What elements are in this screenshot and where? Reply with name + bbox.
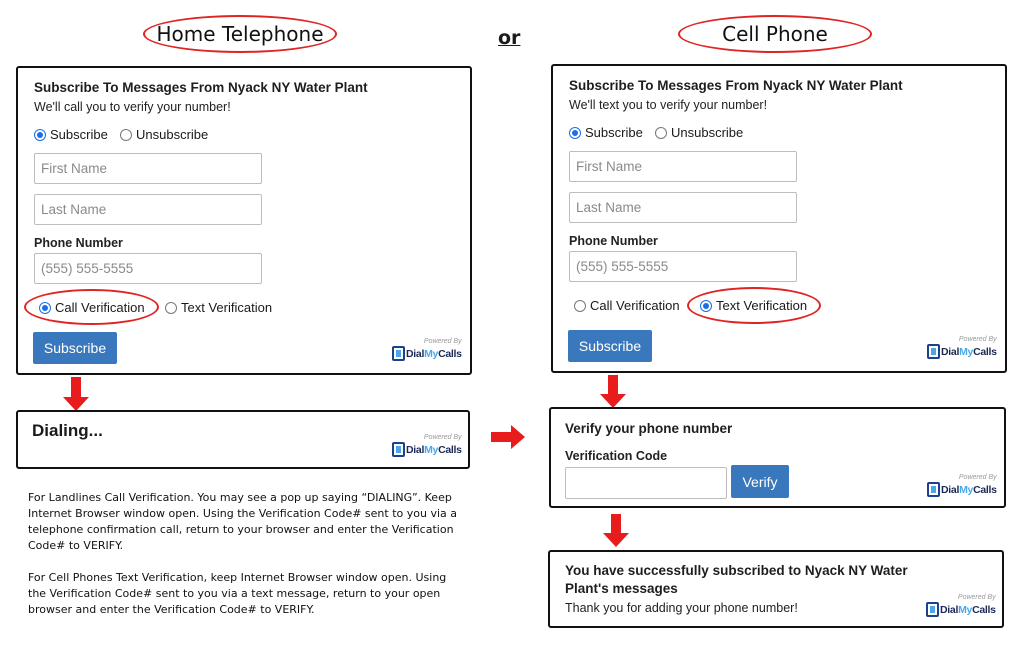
subscribe-button[interactable]: Subscribe	[33, 332, 117, 364]
phone-number-label: Phone Number	[569, 234, 658, 248]
cell-phone-heading	[678, 15, 872, 53]
unsubscribe-radio[interactable]	[120, 129, 132, 141]
phone-logo-icon	[926, 602, 939, 617]
dialmycalls-logo	[392, 434, 462, 457]
verification-code-label: Verification Code	[565, 449, 668, 463]
instruction-line: browser and enter the Verification Code# to VERIFY.	[28, 603, 315, 616]
unsubscribe-option-label: Unsubscribe	[671, 125, 744, 140]
call-verification-radio[interactable]	[574, 300, 586, 312]
success-line-2: Plant's messages	[565, 581, 678, 596]
subscribe-radio[interactable]	[569, 127, 581, 139]
logo-dial: Dial	[941, 345, 960, 358]
phone-number-field[interactable]: (555) 555-5555	[569, 251, 797, 282]
instruction-line: For Cell Phones Text Verification, keep Internet Browser window open. Using	[28, 571, 447, 584]
logo-calls: Calls	[438, 443, 462, 456]
subscribe-option-label: Subscribe	[585, 125, 643, 140]
logo-my: My	[959, 483, 974, 496]
unsubscribe-radio[interactable]	[655, 127, 667, 139]
logo-my: My	[958, 603, 973, 616]
home-telephone-label: Home Telephone	[156, 22, 324, 46]
phone-number-field[interactable]: (555) 555-5555	[34, 253, 262, 284]
verification-code-field[interactable]	[565, 467, 727, 499]
thank-you-text: Thank you for adding your phone number!	[565, 601, 798, 615]
unsubscribe-option-label: Unsubscribe	[136, 127, 209, 142]
form-subtitle: We'll call you to verify your number!	[34, 100, 231, 114]
arrow-right-icon	[491, 425, 525, 449]
logo-dial: Dial	[941, 483, 960, 496]
verify-button[interactable]: Verify	[731, 465, 789, 498]
phone-logo-icon	[927, 344, 940, 359]
logo-my: My	[424, 443, 439, 456]
success-box	[548, 550, 1004, 628]
home-telephone-heading	[143, 15, 337, 53]
phone-number-label: Phone Number	[34, 236, 123, 250]
logo-my: My	[959, 345, 974, 358]
phone-logo-icon	[392, 346, 405, 361]
dialing-text: Dialing...	[32, 421, 103, 440]
instruction-line: Internet Browser window open. Using the Verification Code# sent to you via a	[28, 507, 458, 520]
text-verification-highlight	[687, 287, 821, 324]
verify-title: Verify your phone number	[565, 421, 733, 436]
arrow-down-left-icon	[63, 377, 89, 411]
form-subtitle: We'll text you to verify your number!	[569, 98, 768, 112]
first-name-field[interactable]: First Name	[569, 151, 797, 182]
instruction-line: For Landlines Call Verification. You may see a pop up saying “DIALING”. Keep	[28, 491, 452, 504]
cellphone-instructions	[28, 570, 468, 618]
last-name-field[interactable]: Last Name	[34, 194, 262, 225]
logo-calls: Calls	[973, 345, 997, 358]
instruction-line: the Verification Code# sent to you via a text message, return to your open	[28, 587, 441, 600]
subscribe-button[interactable]: Subscribe	[568, 330, 652, 362]
dialmycalls-logo	[926, 594, 996, 617]
subscribe-option-label: Subscribe	[50, 127, 108, 142]
powered-by-text: Powered By	[423, 434, 462, 441]
arrow-down-right-bottom-icon	[603, 514, 629, 547]
powered-by-text: Powered By	[958, 336, 997, 343]
dialmycalls-logo	[927, 474, 997, 497]
text-verification-radio[interactable]	[165, 302, 177, 314]
call-verification-option[interactable]	[574, 298, 680, 313]
left-subscribe-form	[16, 66, 472, 375]
last-name-field[interactable]: Last Name	[569, 192, 797, 223]
success-line-1: You have successfully subscribed to Nyack NY Water	[565, 563, 908, 578]
logo-my: My	[424, 347, 439, 360]
dialing-box	[16, 410, 470, 469]
powered-by-text: Powered By	[957, 594, 996, 601]
text-verification-option[interactable]	[165, 300, 272, 315]
call-verification-highlight	[24, 289, 159, 325]
logo-calls: Calls	[973, 483, 997, 496]
logo-dial: Dial	[406, 347, 425, 360]
logo-dial: Dial	[406, 443, 425, 456]
or-label: or	[498, 27, 521, 49]
first-name-field[interactable]: First Name	[34, 153, 262, 184]
logo-dial: Dial	[940, 603, 959, 616]
call-verification-label: Call Verification	[55, 300, 145, 315]
dialmycalls-logo	[392, 338, 462, 361]
text-verification-label: Text Verification	[181, 300, 273, 315]
instruction-line: Code# to VERIFY.	[28, 539, 124, 552]
verify-box	[549, 407, 1006, 508]
logo-calls: Calls	[438, 347, 462, 360]
unsubscribe-option[interactable]	[655, 125, 743, 140]
logo-calls: Calls	[972, 603, 996, 616]
subscribe-option[interactable]	[34, 127, 108, 142]
cell-phone-label: Cell Phone	[722, 22, 828, 46]
form-title: Subscribe To Messages From Nyack NY Water Plant	[569, 78, 903, 93]
powered-by-text: Powered By	[958, 474, 997, 481]
landline-instructions	[28, 490, 468, 554]
right-subscribe-form	[551, 64, 1007, 373]
subscribe-radio[interactable]	[34, 129, 46, 141]
instruction-line: telephone confirmation call, return to your browser and enter the Verification	[28, 523, 454, 536]
text-verification-label: Text Verification	[716, 298, 808, 313]
arrow-down-right-top-icon	[600, 375, 626, 408]
form-title: Subscribe To Messages From Nyack NY Water Plant	[34, 80, 368, 95]
call-verification-label: Call Verification	[590, 298, 680, 313]
powered-by-text: Powered By	[423, 338, 462, 345]
phone-logo-icon	[392, 442, 405, 457]
dialmycalls-logo	[927, 336, 997, 359]
unsubscribe-option[interactable]	[120, 127, 208, 142]
phone-logo-icon	[927, 482, 940, 497]
subscribe-option[interactable]	[569, 125, 643, 140]
